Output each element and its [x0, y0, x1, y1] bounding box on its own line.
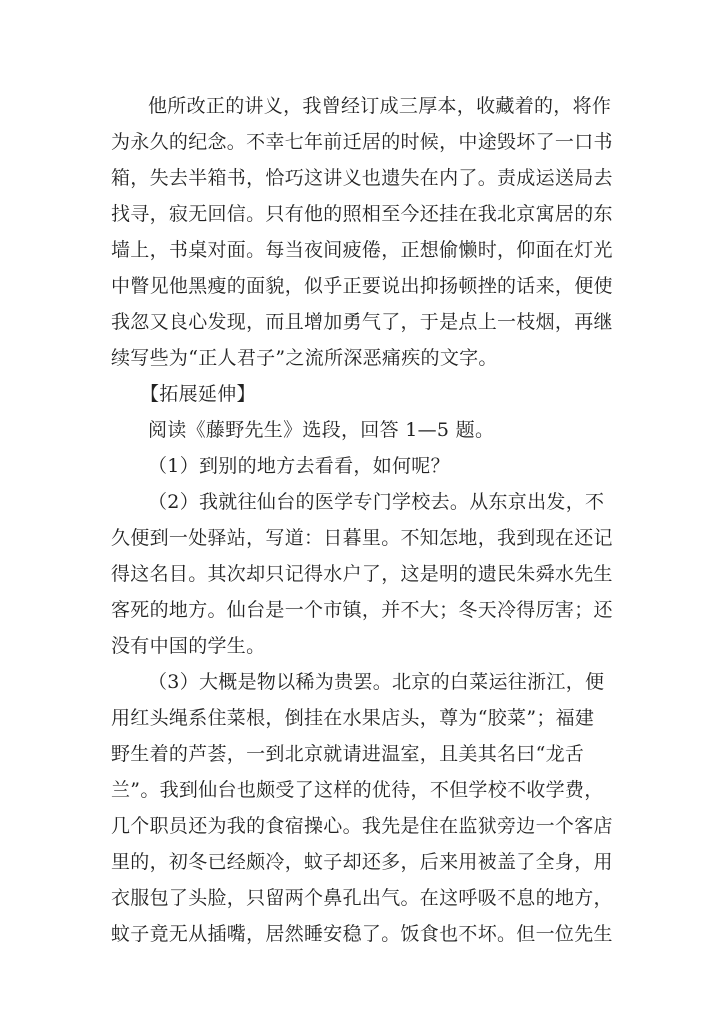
paragraph-1: （1）到别的地方去看看，如何呢？: [148, 455, 450, 477]
text-line: 墙上，书桌对面。每当夜间疲倦，正想偷懒时，仰面在灯光: [111, 239, 613, 261]
text-line: 兰”。我到仙台也颇受了这样的优待，不但学校不收学费，: [111, 779, 604, 801]
text-line: 为永久的纪念。不幸七年前迁居的时候，中途毁坏了一口书: [111, 131, 613, 153]
text-line: 客死的地方。仙台是一个市镇，并不大；冬天冷得厉害；还: [111, 599, 613, 621]
text-line: 续写些为“正人君子”之流所深恶痛疾的文字。: [111, 347, 498, 369]
paragraph-2: （2）我就往仙台的医学专门学校去。从东京出发，不: [148, 491, 605, 513]
text-line: 我忽又良心发现，而且增加勇气了，于是点上一枝烟，再继: [111, 311, 613, 333]
section-heading: 【拓展延伸】: [140, 383, 256, 405]
text-line: 中瞥见他黑瘦的面貌，似乎正要说出抑扬顿挫的话来，便使: [111, 275, 613, 297]
text-line: 他所改正的讲义，我曾经订成三厚本，收藏着的，将作: [148, 95, 612, 117]
text-line: 没有中国的学生。: [111, 635, 266, 657]
text-line: 野生着的芦荟，一到北京就请进温室，且美其名曰“龙舌: [111, 743, 585, 765]
text-line: 箱，失去半箱书，恰巧这讲义也遗失在内了。责成运送局去: [111, 167, 613, 189]
text-line: 用红头绳系住菜根，倒挂在水果店头，尊为“胶菜”；福建: [111, 707, 595, 729]
text-line: 久便到一处驿站，写道：日暮里。不知怎地，我到现在还记: [111, 527, 613, 549]
text-line: 得这名目。其次却只记得水户了，这是明的遗民朱舜水先生: [111, 563, 613, 585]
text-line: 几个职员还为我的食宿操心。我先是住在监狱旁边一个客店: [111, 815, 613, 837]
text-line: 里的，初冬已经颇冷，蚊子却还多，后来用被盖了全身，用: [111, 851, 613, 873]
paragraph-3: （3）大概是物以稀为贵罢。北京的白菜运往浙江，便: [148, 671, 605, 693]
text-line: 衣服包了头脸，只留两个鼻孔出气。在这呼吸不息的地方，: [111, 887, 613, 909]
question-intro: 阅读《藤野先生》选段，回答 1—5 题。: [148, 419, 495, 441]
text-line: 找寻，寂无回信。只有他的照相至今还挂在我北京寓居的东: [111, 203, 613, 225]
text-line: 蚊子竟无从插嘴，居然睡安稳了。饭食也不坏。但一位先生: [111, 923, 613, 945]
